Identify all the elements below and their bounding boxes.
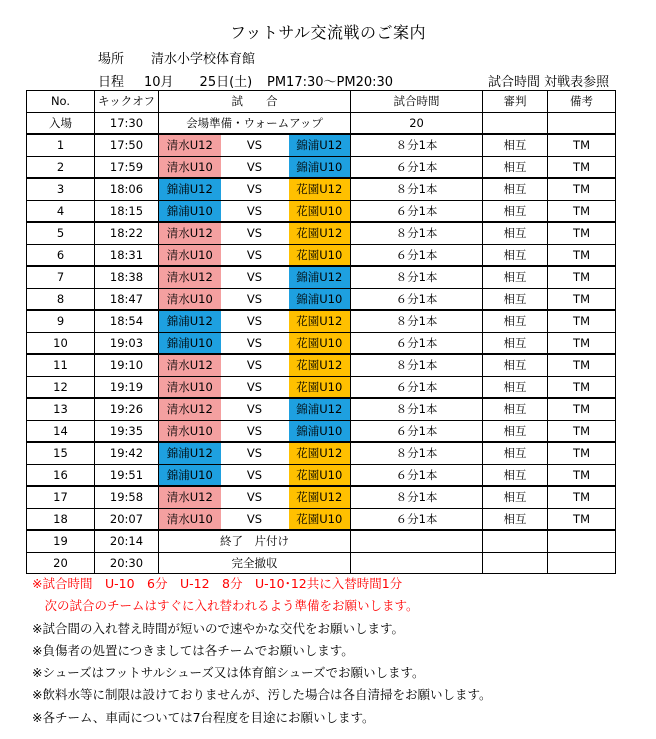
closing-text: 完全撤収 — [159, 552, 351, 574]
match-no: 1 — [27, 134, 95, 156]
match-referee: 相互 — [483, 310, 548, 332]
team2: 錦浦U10 — [289, 420, 351, 442]
match-duration: ６分1本 — [351, 420, 483, 442]
match-no: 18 — [27, 508, 95, 530]
schedule-table — [26, 90, 616, 574]
entry-time: 17:30 — [95, 112, 159, 134]
team2: 花園U10 — [289, 200, 351, 222]
team2: 花園U12 — [289, 486, 351, 508]
note-line: ※試合間の入れ替え時間が短いので速やかな交代をお願いします。 — [32, 620, 404, 636]
match-row — [27, 222, 616, 244]
match-row — [27, 398, 616, 420]
vs-label: VS — [221, 266, 289, 288]
team2: 花園U12 — [289, 354, 351, 376]
vs-label: VS — [221, 332, 289, 354]
match-kickoff: 19:26 — [95, 398, 159, 420]
header-kickoff: キックオフ — [95, 91, 159, 113]
vs-label: VS — [221, 156, 289, 178]
match-kickoff: 19:58 — [95, 486, 159, 508]
header-notes: 備考 — [548, 91, 616, 113]
match-referee: 相互 — [483, 332, 548, 354]
match-no: 12 — [27, 376, 95, 398]
match-no: 2 — [27, 156, 95, 178]
match-kickoff: 18:54 — [95, 310, 159, 332]
match-duration: ６分1本 — [351, 376, 483, 398]
entry-referee — [483, 112, 548, 134]
match-duration: ８分1本 — [351, 486, 483, 508]
match-duration: ８分1本 — [351, 178, 483, 200]
closing-no: 20 — [27, 552, 95, 574]
match-no: 7 — [27, 266, 95, 288]
match-notes: TM — [548, 464, 616, 486]
match-referee: 相互 — [483, 244, 548, 266]
match-notes: TM — [548, 332, 616, 354]
match-referee: 相互 — [483, 376, 548, 398]
match-kickoff: 18:31 — [95, 244, 159, 266]
team1: 清水U12 — [159, 222, 221, 244]
match-duration: ６分1本 — [351, 244, 483, 266]
match-notes: TM — [548, 222, 616, 244]
venue-label: 場所 — [98, 52, 125, 67]
match-kickoff: 19:42 — [95, 442, 159, 464]
match-referee: 相互 — [483, 508, 548, 530]
match-kickoff: 19:35 — [95, 420, 159, 442]
match-notes: TM — [548, 200, 616, 222]
team2: 錦浦U10 — [289, 288, 351, 310]
match-referee: 相互 — [483, 420, 548, 442]
match-duration: ６分1本 — [351, 332, 483, 354]
match-row — [27, 442, 616, 464]
match-kickoff: 18:38 — [95, 266, 159, 288]
match-duration: ８分1本 — [351, 134, 483, 156]
match-no: 5 — [27, 222, 95, 244]
vs-label: VS — [221, 486, 289, 508]
team2: 花園U12 — [289, 310, 351, 332]
match-duration: ６分1本 — [351, 464, 483, 486]
team2: 花園U12 — [289, 178, 351, 200]
team1: 清水U12 — [159, 398, 221, 420]
match-referee: 相互 — [483, 464, 548, 486]
closing-row — [27, 530, 616, 552]
vs-label: VS — [221, 376, 289, 398]
entry-row — [27, 112, 616, 134]
match-referee: 相互 — [483, 134, 548, 156]
match-referee: 相互 — [483, 200, 548, 222]
vs-label: VS — [221, 310, 289, 332]
vs-label: VS — [221, 464, 289, 486]
team1: 清水U10 — [159, 288, 221, 310]
vs-label: VS — [221, 288, 289, 310]
header-match: 試 合 — [159, 91, 351, 113]
match-no: 4 — [27, 200, 95, 222]
team1: 錦浦U10 — [159, 464, 221, 486]
match-no: 6 — [27, 244, 95, 266]
team2: 錦浦U12 — [289, 398, 351, 420]
match-kickoff: 19:03 — [95, 332, 159, 354]
match-notes: TM — [548, 178, 616, 200]
team1: 清水U12 — [159, 486, 221, 508]
match-row — [27, 244, 616, 266]
schedule-time: PM17:30〜PM20:30 — [267, 75, 394, 90]
notes-list — [32, 573, 491, 729]
match-row — [27, 486, 616, 508]
match-notes: TM — [548, 354, 616, 376]
closing-referee — [483, 530, 548, 552]
note-line: ※各チーム、車両については7台程度を目途にお願いします。 — [32, 709, 375, 725]
match-kickoff: 17:59 — [95, 156, 159, 178]
match-row — [27, 508, 616, 530]
closing-duration — [351, 552, 483, 574]
entry-no: 入場 — [27, 112, 95, 134]
vs-label: VS — [221, 244, 289, 266]
match-referee: 相互 — [483, 178, 548, 200]
note-line: 次の試合のチームはすぐに入れ替われるよう準備をお願いします。 — [32, 598, 419, 614]
match-notes: TM — [548, 244, 616, 266]
match-notes: TM — [548, 442, 616, 464]
match-no: 16 — [27, 464, 95, 486]
vs-label: VS — [221, 200, 289, 222]
entry-text: 会場準備・ウォームアップ — [159, 112, 351, 134]
match-row — [27, 200, 616, 222]
closing-time: 20:14 — [95, 530, 159, 552]
match-no: 10 — [27, 332, 95, 354]
team2: 花園U10 — [289, 464, 351, 486]
match-no: 14 — [27, 420, 95, 442]
team1: 錦浦U10 — [159, 200, 221, 222]
note-line: ※試合時間 U-10 6分 U-12 8分 U-10･12共に入替時間1分 — [32, 576, 403, 591]
match-duration: ８分1本 — [351, 354, 483, 376]
match-referee: 相互 — [483, 354, 548, 376]
team2: 錦浦U12 — [289, 266, 351, 288]
team2: 錦浦U10 — [289, 156, 351, 178]
team2: 花園U10 — [289, 244, 351, 266]
match-duration: ８分1本 — [351, 266, 483, 288]
team1: 清水U10 — [159, 244, 221, 266]
match-no: 8 — [27, 288, 95, 310]
vs-label: VS — [221, 420, 289, 442]
match-notes: TM — [548, 266, 616, 288]
match-duration: ８分1本 — [351, 398, 483, 420]
match-notes: TM — [548, 398, 616, 420]
match-referee: 相互 — [483, 266, 548, 288]
vs-label: VS — [221, 354, 289, 376]
team1: 清水U10 — [159, 508, 221, 530]
header-referee: 審判 — [483, 91, 548, 113]
match-kickoff: 18:22 — [95, 222, 159, 244]
match-referee: 相互 — [483, 442, 548, 464]
match-duration: ８分1本 — [351, 222, 483, 244]
team1: 錦浦U12 — [159, 442, 221, 464]
match-no: 11 — [27, 354, 95, 376]
team1: 錦浦U12 — [159, 178, 221, 200]
vs-label: VS — [221, 222, 289, 244]
vs-label: VS — [221, 178, 289, 200]
team1: 清水U12 — [159, 354, 221, 376]
match-kickoff: 18:06 — [95, 178, 159, 200]
match-notes: TM — [548, 156, 616, 178]
closing-row — [27, 552, 616, 574]
match-row — [27, 156, 616, 178]
vs-label: VS — [221, 134, 289, 156]
match-notes: TM — [548, 288, 616, 310]
match-duration: ８分1本 — [351, 310, 483, 332]
match-notes: TM — [548, 376, 616, 398]
closing-notes — [548, 530, 616, 552]
team2: 花園U12 — [289, 222, 351, 244]
team1: 清水U10 — [159, 376, 221, 398]
entry-duration: 20 — [351, 112, 483, 134]
closing-notes — [548, 552, 616, 574]
match-notes: TM — [548, 310, 616, 332]
header-row — [27, 91, 616, 113]
team1: 錦浦U12 — [159, 310, 221, 332]
schedule-date: 10月 25日(土) — [144, 75, 253, 90]
match-no: 13 — [27, 398, 95, 420]
match-no: 3 — [27, 178, 95, 200]
header-duration: 試合時間 — [351, 91, 483, 113]
closing-no: 19 — [27, 530, 95, 552]
closing-text: 終了 片付け — [159, 530, 351, 552]
header-no: No. — [27, 91, 95, 113]
match-notes: TM — [548, 134, 616, 156]
match-no: 17 — [27, 486, 95, 508]
match-notes: TM — [548, 486, 616, 508]
match-duration: ６分1本 — [351, 156, 483, 178]
match-notes: TM — [548, 508, 616, 530]
team2: 花園U12 — [289, 442, 351, 464]
match-row — [27, 134, 616, 156]
match-no: 15 — [27, 442, 95, 464]
team1: 錦浦U10 — [159, 332, 221, 354]
match-kickoff: 20:07 — [95, 508, 159, 530]
match-referee: 相互 — [483, 288, 548, 310]
match-duration: ６分1本 — [351, 200, 483, 222]
match-referee: 相互 — [483, 486, 548, 508]
vs-label: VS — [221, 508, 289, 530]
closing-time: 20:30 — [95, 552, 159, 574]
note-line: ※シューズはフットサルシューズ又は体育館シューズでお願いします。 — [32, 665, 425, 681]
match-row — [27, 332, 616, 354]
match-kickoff: 19:19 — [95, 376, 159, 398]
vs-label: VS — [221, 398, 289, 420]
reference-note: 試合時間 対戦表参照 — [488, 75, 610, 90]
match-row — [27, 420, 616, 442]
match-row — [27, 464, 616, 486]
closing-duration — [351, 530, 483, 552]
match-referee: 相互 — [483, 222, 548, 244]
team1: 清水U12 — [159, 134, 221, 156]
vs-label: VS — [221, 442, 289, 464]
closing-referee — [483, 552, 548, 574]
match-kickoff: 17:50 — [95, 134, 159, 156]
match-duration: ６分1本 — [351, 288, 483, 310]
venue-value: 清水小学校体育館 — [151, 52, 256, 67]
team2: 花園U10 — [289, 332, 351, 354]
match-kickoff: 19:51 — [95, 464, 159, 486]
match-referee: 相互 — [483, 156, 548, 178]
match-notes: TM — [548, 420, 616, 442]
match-row — [27, 354, 616, 376]
team1: 清水U10 — [159, 420, 221, 442]
match-kickoff: 18:15 — [95, 200, 159, 222]
match-row — [27, 376, 616, 398]
match-duration: ６分1本 — [351, 508, 483, 530]
schedule-label: 日程 — [98, 75, 125, 90]
team2: 花園U10 — [289, 376, 351, 398]
match-row — [27, 266, 616, 288]
entry-notes — [548, 112, 616, 134]
match-row — [27, 288, 616, 310]
match-kickoff: 19:10 — [95, 354, 159, 376]
note-line: ※負傷者の処置につきましては各チームでお願いします。 — [32, 642, 354, 658]
match-kickoff: 18:47 — [95, 288, 159, 310]
team1: 清水U10 — [159, 156, 221, 178]
match-duration: ８分1本 — [351, 442, 483, 464]
team2: 錦浦U12 — [289, 134, 351, 156]
match-row — [27, 178, 616, 200]
match-no: 9 — [27, 310, 95, 332]
note-line: ※飲料水等に制限は設けておりませんが、汚した場合は各自清掃をお願いします。 — [32, 687, 492, 703]
match-row — [27, 310, 616, 332]
match-referee: 相互 — [483, 398, 548, 420]
team1: 清水U12 — [159, 266, 221, 288]
page-title: フットサル交流戦のご案内 — [229, 23, 427, 42]
team2: 花園U10 — [289, 508, 351, 530]
